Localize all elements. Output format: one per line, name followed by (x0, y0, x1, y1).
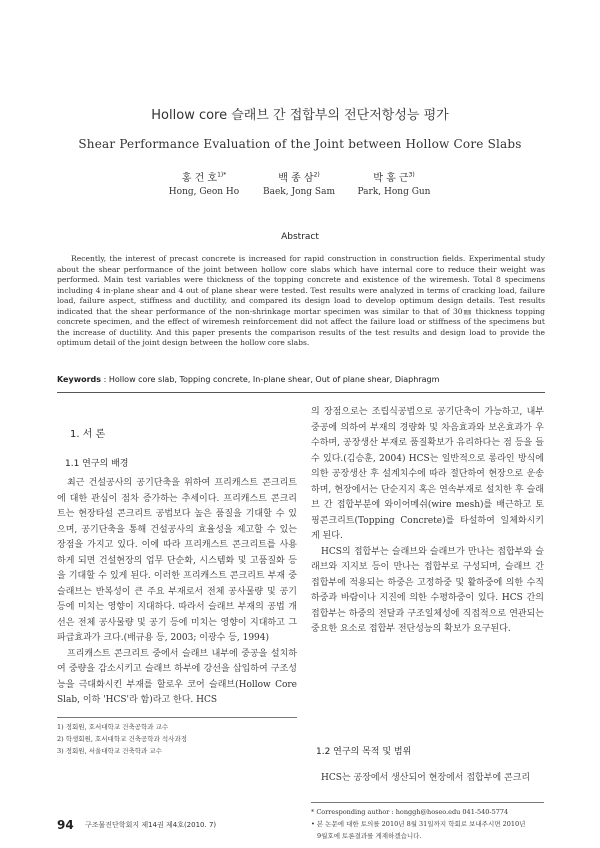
keywords-text: : Hollow core slab, Topping concrete, In-plane shear, Out of plane shear, Diaphragm (101, 375, 440, 384)
subsection-heading-purpose: 1.2 연구의 목적 및 범위 (316, 747, 412, 757)
footnotes-affiliations (57, 721, 297, 757)
footnote: 2) 학생회원, 호서대학교 건축공학과 석사과정 (57, 735, 188, 743)
section-heading-intro: 1. 서 론 (70, 429, 106, 440)
divider (57, 392, 545, 393)
footnotes-correspondence (311, 806, 544, 842)
paragraph: 의 장점으로는 조립식공법으로 공기단축이 가능하고, 내부 중공에 의하여 부재의 경량화 및 차음효과와 보온효과가 우수하며, 공장생산 부재로 품질확보가 유리하다는 점 등을 들 수 있다.(김승훈, 2004) HCS는 일반적으로 롱라인 방식에 의한 공장생산 후 설계치수에 따라 절단하여 현장으로 운송하며, 현장에서는 단순지지 혹은 연속부재로 설치한 후 슬래브 간 접합부분에 와이어메쉬(wire mesh)를 배근하고 토핑콘크리트(Topping Concrete)를 타설하여 일체화시키게 된다. (311, 407, 544, 541)
keywords (57, 375, 545, 384)
author-3-en: Park, Hong Gun (357, 187, 431, 197)
paper-title: Hollow core 슬래브 간 접합부의 전단저항성능 평가 (151, 108, 449, 123)
page-number: 94 (57, 818, 74, 832)
paper-subtitle: Shear Performance Evaluation of the Joint between Hollow Core Slabs (78, 137, 522, 151)
paragraph: HCS는 공장에서 생산되어 현장에서 접합부에 콘크리 (321, 773, 531, 783)
keywords-label: Keywords (57, 375, 102, 384)
footnote-divider (57, 717, 297, 718)
author-1-en: Hong, Geon Ho (168, 187, 240, 197)
paragraph: HCS의 접합부는 슬래브와 슬래브가 만나는 접합부와 슬래브와 지지보 등이 만나는 접합부로 구성되며, 슬래브 간 접합부에 적용되는 하중은 고정하중 및 활하중에 의한 수직하중과 바람이나 지진에 의한 수평하중이 있다. HCS 간의 접합부는 하중의 전달과 구조일체성에 직접적으로 연관되는 중요한 요소로 접합부 전단성능의 확보가 요구된다. (311, 546, 544, 634)
left-column (57, 476, 297, 709)
paragraph: 최근 건설공사의 공기단축을 위하여 프리캐스트 콘크리트에 대한 관심이 점차 증가하는 추세이다. 프리캐스트 콘크리트는 현장타설 콘크리트 공법보다 높은 품질을 기대할 수 있으며, 공기단축을 통해 건설공사의 효율성을 제고할 수 있는 장점을 가지고 있다. 이에 따라 프리캐스트 콘크리트를 사용하게 되면 건설현장의 업무 단순화, 시스템화 및 고품질화 등을 기대할 수 있게 된다. 이러한 프리캐스트 콘크리트 부재 중 슬래브는 반복성이 큰 주요 부재로서 전체 공사물량 및 공기 등에 미치는 영향이 지대하다. 따라서 슬래브 부재의 공법 개선은 전체 공사물량 및 공기 등에 미치는 영향이 지대하고 그 파급효과가 크다.(배규용 등, 2003; 이광수 등, 1994) (57, 478, 297, 643)
author-3-name: 박 홍 근$^{3)}$ (373, 171, 415, 184)
footnote: * Corresponding author : honggh@hoseo.edu 041-540-5774 (311, 808, 509, 816)
author-2-en: Baek, Jong Sam (263, 187, 335, 197)
footnote-divider (311, 802, 544, 803)
right-column-continued (311, 771, 544, 787)
footnote: 9월호에 토론결과를 게재하겠습니다. (317, 832, 422, 840)
footnote: • 본 논문에 대한 토의를 2010년 8월 31일까지 학회로 보내주시면 2010년 (311, 820, 526, 828)
right-column (311, 405, 544, 638)
footnote: 1) 정회원, 호서대학교 건축공학과 교수 (57, 723, 169, 731)
subsection-heading-background: 1.1 연구의 배경 (65, 459, 129, 469)
journal-name: 구조물진단학회지 제14권 제4호(2010. 7) (85, 821, 217, 829)
abstract-text: Recently, the interest of precast concrete is increased for rapid construction in construction fields. Experimental study about the shear performance of the joint between hollow core slabs which have internal core to reduce their weight was performed. Main test variables were thickness of the topping concrete and existence of the wiremesh. Total 8 specimens including 4 in-plane shear and 4 out of plane shear were tested. Test results were analyzed in terms of cracking load, failure load, failure aspect, stiffness and ductility, and compared its design load to develop optimum design details. Test results indicated that the shear performance of the non-shrinkage mortar specimen was similar to that of 30㎜ thickness topping concrete specimen, and the effect of wiremesh reinforcement did not affect the failure load or stiffness of the specimens but the increase of ductility. And this paper presents the comparison results of the test results and design load to provide the optimum detail of the joint design between the hollow core slabs. (57, 254, 545, 347)
author-1-name: 홍 건 호$^{1)*}$ (181, 171, 227, 184)
paragraph: 프리캐스트 콘크리트 중에서 슬래브 내부에 중공을 설치하여 중량을 감소시키고 슬래브 하부에 강선을 삽입하여 구조성능을 극대화시킨 부재를 할로우 코어 슬래브(Hollow Core Slab, 이하 'HCS'라 함)라고 한다. HCS (57, 648, 297, 705)
abstract-heading: Abstract (281, 232, 319, 242)
footnote: 3) 정회원, 서울대학교 건축학과 교수 (57, 747, 162, 755)
author-2-name: 백 종 삼$^{2)}$ (278, 171, 320, 184)
